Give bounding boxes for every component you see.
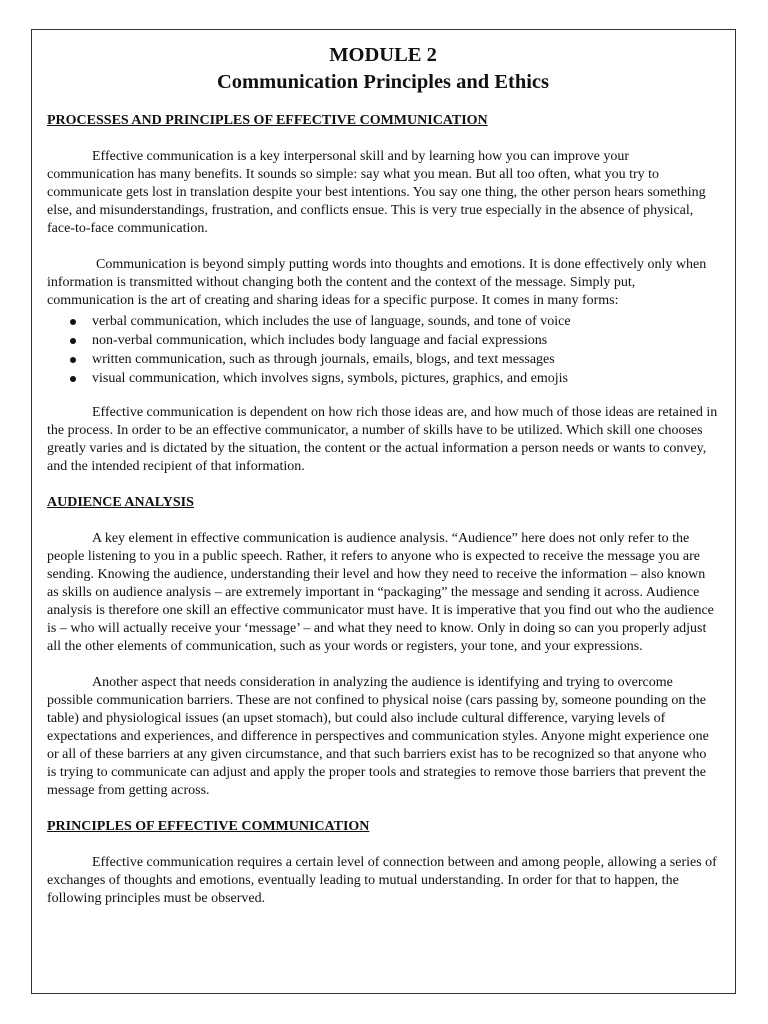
list-item-text: verbal communication, which includes the use of language, sounds, and tone of voice [92, 314, 571, 329]
communication-forms-list [47, 312, 719, 388]
list-item-text: written communication, such as through journals, emails, blogs, and text messages [92, 352, 555, 367]
section-heading-processes: PROCESSES AND PRINCIPLES OF EFFECTIVE COMMUNICATION [47, 113, 488, 128]
list-item [47, 312, 719, 331]
section-heading-principles: PRINCIPLES OF EFFECTIVE COMMUNICATION [47, 819, 370, 834]
list-item-text: visual communication, which involves signs, symbols, pictures, graphics, and emojis [92, 371, 568, 386]
bullet-icon [70, 338, 76, 344]
list-item [47, 350, 719, 369]
list-item [47, 369, 719, 388]
bullet-icon [70, 357, 76, 363]
paragraph-processes-3: Effective communication is dependent on how rich those ideas are, and how much of those ideas are retained in the process. In order to be an effective communicator, a number of skills have to be utilized. Which skill one chooses greatly varies and is dictated by the situation, the content or the actual information a person needs or wants to convey, and the intended recipient of that information. [47, 405, 718, 474]
section-heading-audience: AUDIENCE ANALYSIS [47, 495, 194, 510]
document-body [47, 42, 719, 908]
list-item-text: non-verbal communication, which includes body language and facial expressions [92, 333, 548, 348]
paragraph-audience-2: Another aspect that needs consideration in analyzing the audience is identifying and trying to overcome possible communication barriers. These are not confined to physical noise (cars passing by, someone pounding on the table) and physiological issues (an upset stomach), but could also include cultural difference, varying levels of expectations and experiences, and difference in perspectives and communication styles. Anyone might experience one or all of these barriers at any given circumstance, and that such barriers exist has to be recognized so that anyone who is trying to communicate can adjust and apply the proper tools and strategies to remove those barriers that prevent the message from getting across. [47, 675, 709, 798]
bullet-icon [70, 319, 76, 325]
page-title: Communication Principles and Ethics [216, 71, 549, 93]
paragraph-processes-1: Effective communication is a key interpersonal skill and by learning how you can improve your communication has many benefits. It sounds so simple: say what you mean. But all too often, what you try to communicate gets lost in translation despite your best intentions. You say one thing, the other person hears something else, and misunderstandings, frustration, and conflicts ensue. This is very true especially in the absence of physical, face-to-face communication. [47, 149, 706, 236]
paragraph-principles-1: Effective communication requires a certain level of connection between and among people, allowing a series of exchanges of thoughts and emotions, eventually leading to mutual understanding. In order for that to happen, the following principles must be observed. [47, 855, 717, 906]
list-item [47, 331, 719, 350]
paragraph-processes-2: Communication is beyond simply putting words into thoughts and emotions. It is done effectively only when information is transmitted without changing both the content and the context of the message. Simply put, communication is the art of creating and sharing ideas for a specific purpose. It comes in many forms: [47, 257, 707, 308]
module-number: MODULE 2 [329, 44, 437, 66]
paragraph-audience-1: A key element in effective communication is audience analysis. “Audience” here does not only refer to the people listening to you in a public speech. Rather, it refers to anyone who is expected to receive the message you are sending. Knowing the audience, understanding their level and how they need to receive the information – also known as skills on audience analysis – are extremely important in “packaging” the message and sending it across. Audience analysis is therefore one skill an effective communicator must have. It is imperative that you find out who the audience is – who will actually receive your ‘message’ – and what they need to know. Only in doing so can you properly adjust all the other elements of communication, such as your words or registers, your tone, and your expressions. [47, 531, 714, 654]
bullet-icon [70, 376, 76, 382]
